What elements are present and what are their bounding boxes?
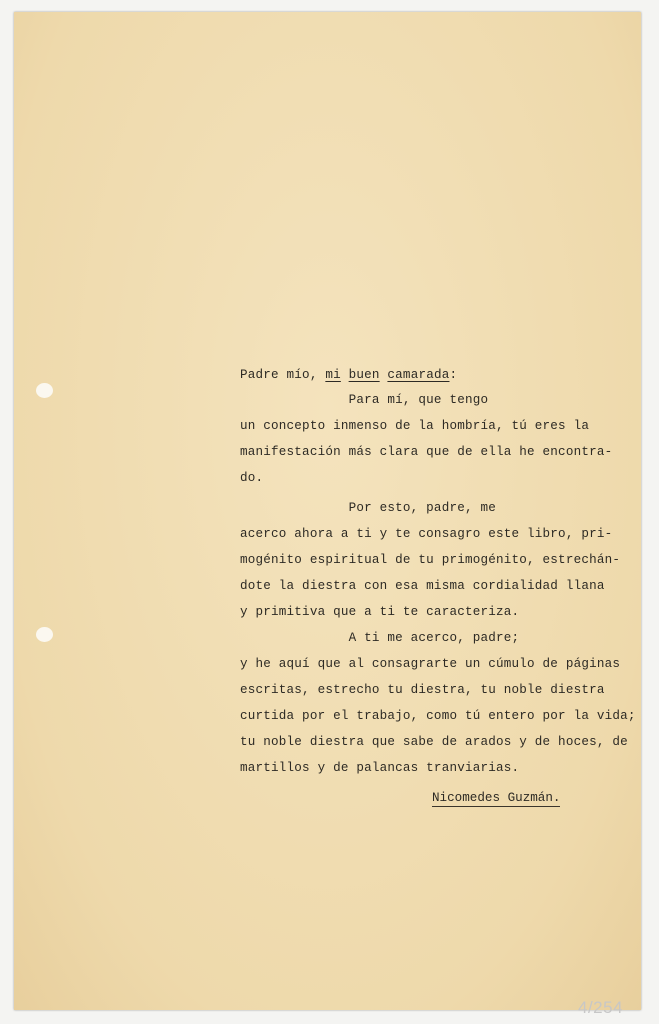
letter-signature: Nicomedes Guzmán. — [432, 791, 561, 805]
letter-line: escritas, estrecho tu diestra, tu noble diestra — [240, 683, 605, 697]
folio-number: 4/254 — [578, 998, 624, 1017]
letter-line: curtida por el trabajo, como tú entero por la vida; — [240, 709, 636, 723]
punch-hole-top — [36, 383, 53, 398]
letter-line: y he aquí que al consagrarte un cúmulo de páginas — [240, 657, 621, 671]
letter-line: un concepto inmenso de la hombría, tú eres la — [240, 419, 590, 433]
letter-line: manifestación más clara que de ella he encontra- — [240, 445, 613, 459]
letter-line: martillos y de palancas tranviarias. — [240, 761, 520, 775]
letter-line: Para mí, que tengo — [240, 393, 489, 407]
letter-line: A ti me acerco, padre; — [240, 631, 520, 645]
punch-hole-bottom — [36, 627, 53, 642]
letter-line: acerco ahora a ti y te consagro este libro, pri- — [240, 527, 613, 541]
letter-line: mogénito espiritual de tu primogénito, estrechán- — [240, 553, 621, 567]
letter-line: do. — [240, 471, 264, 485]
letter-salutation: Padre mío, mi buen camarada: — [240, 368, 458, 382]
letter-line: tu noble diestra que sabe de arados y de hoces, de — [240, 735, 628, 749]
letter-line: y primitiva que a ti te caracteriza. — [240, 605, 520, 619]
letter-line: Por esto, padre, me — [240, 501, 496, 515]
letter-line: dote la diestra con esa misma cordialidad llana — [240, 579, 605, 593]
